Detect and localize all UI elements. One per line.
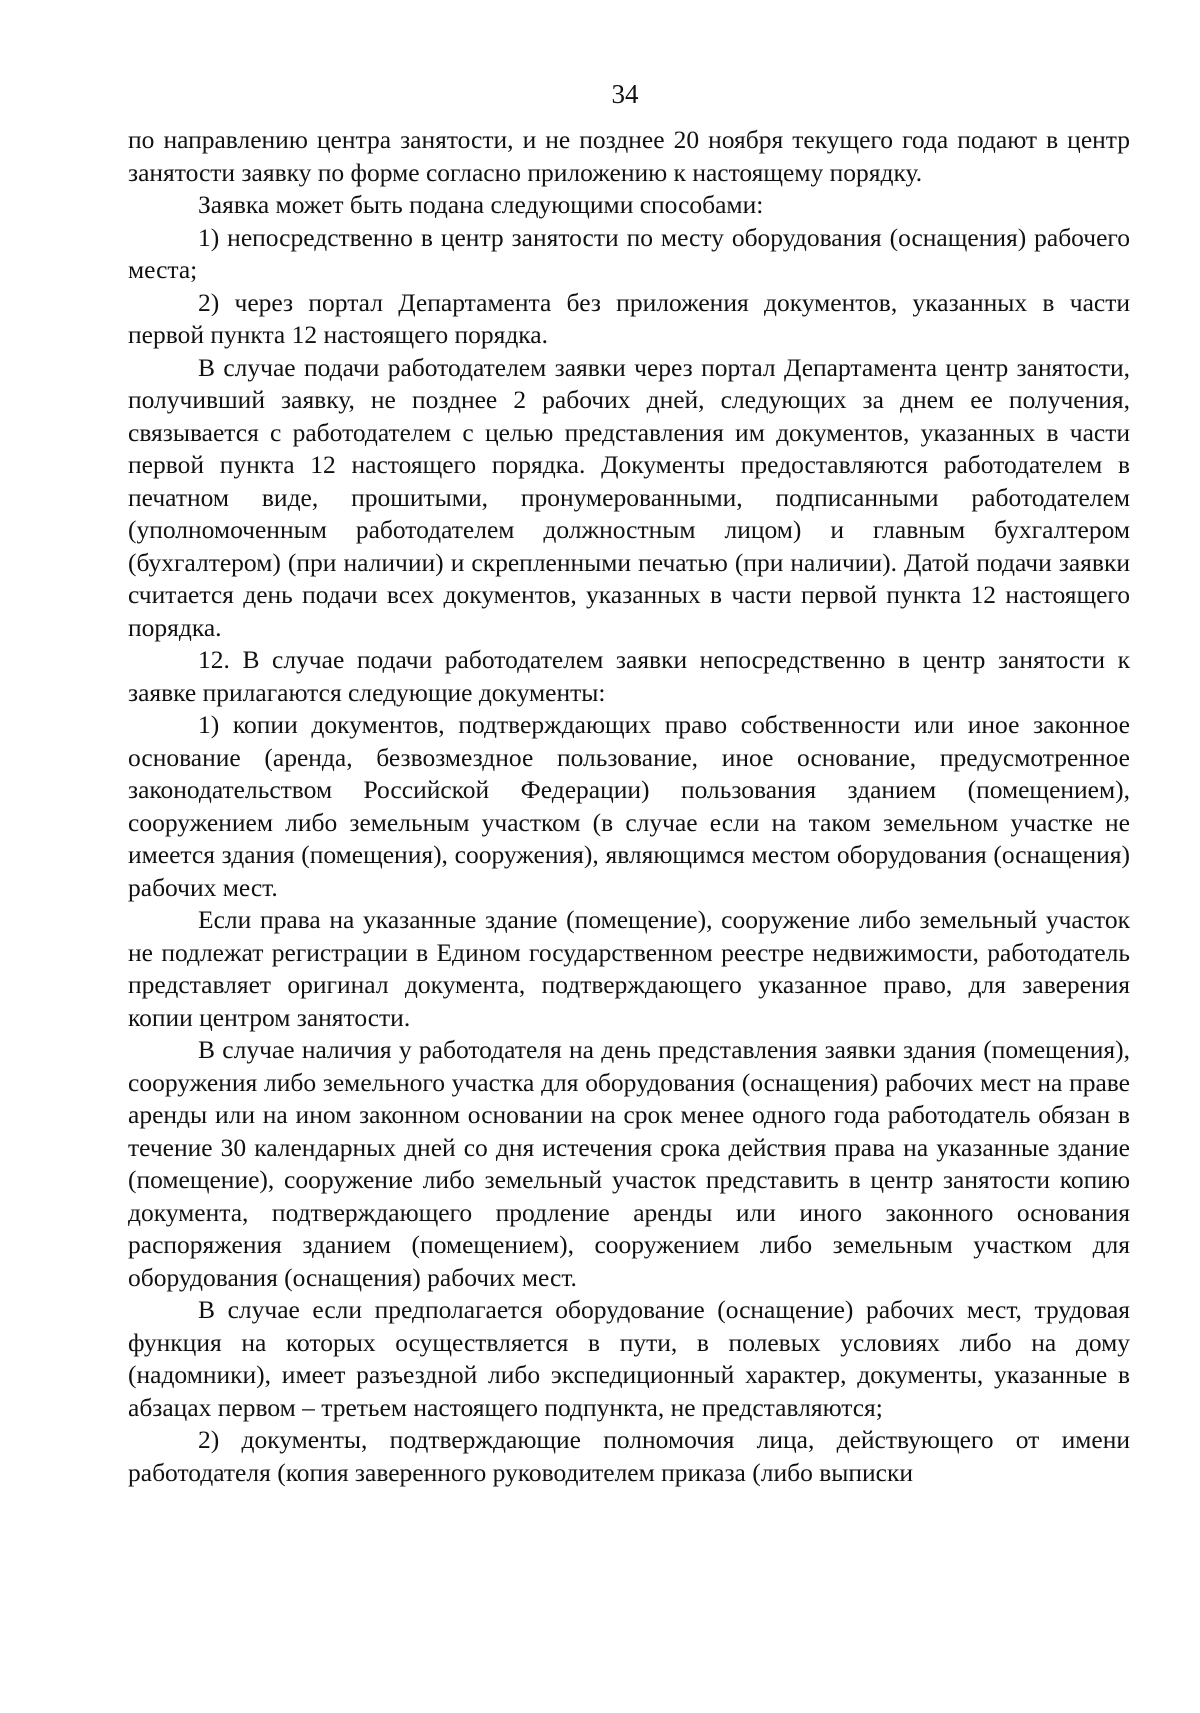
paragraph-continuation: по направлению центра занятости, и не позднее 20 ноября текущего года подают в центр занятости заявку по форме согласно приложению к настоящему порядку. — [128, 125, 1130, 187]
document-body — [128, 124, 1130, 1489]
list-item-authority-documents: 2) документы, подтверждающие полномочия лица, действующего от имени работодателя (копия заверенного руководителем приказа (либо выписки — [128, 1425, 1130, 1487]
paragraph-mobile-workplaces: В случае если предполагается оборудование (оснащение) рабочих мест, трудовая функция на которых осуществляется в пути, в полевых условиях либо на дому (надомники), имеет разъездной либо экспедиционный характер, документы, указанные в абзацах первом – третьем настоящего подпункта, не представляются; — [128, 1295, 1130, 1422]
paragraph-portal-procedure: В случае подачи работодателем заявки через портал Департамента центр занятости, получивший заявку, не позднее 2 рабочих дней, следующих за днем ее получения, связывается с работодателем с целью представления им документов, указанных в части первой пункта 12 настоящего порядка. Документы предоставляются работодателем в печатном виде, прошитыми, пронумерованными, подписанными работодателем (уполномоченным работодателем должностным лицом) и главным бухгалтером (бухгалтером) (при наличии) и скрепленными печатью (при наличии). Датой подачи заявки считается день подачи всех документов, указанных в части первой пункта 12 настоящего порядка. — [128, 352, 1130, 642]
paragraph-submission-methods: Заявка может быть подана следующими способами: — [198, 190, 764, 219]
list-item-direct-submission: 1) непосредственно в центр занятости по месту оборудования (оснащения) рабочего места; — [128, 222, 1130, 284]
paragraph-lease-renewal: В случае наличия у работодателя на день представления заявки здания (помещения), сооружения либо земельного участка для оборудования (оснащения) рабочих мест на праве аренды или на ином законном основании на срок менее одного года работодатель обязан в течение 30 календарных дней со дня истечения срока действия права на указанные здание (помещение), сооружение либо земельный участок представить в центр занятости копию документа, подтверждающего продление аренды или иного законного основания распоряжения зданием (помещением), сооружением либо земельным участком для оборудования (оснащения) рабочих мест. — [128, 1035, 1130, 1292]
paragraph-unregistered-rights: Если права на указанные здание (помещение), сооружение либо земельный участок не подлежат регистрации в Едином государственном реестре недвижимости, работодатель представляет оригинал документа, подтверждающего указанное право, для заверения копии центром занятости. — [128, 905, 1130, 1032]
page-number: 34 — [611, 79, 639, 109]
list-item-portal-submission: 2) через портал Департамента без приложения документов, указанных в части первой пункта 12 настоящего порядка. — [128, 287, 1130, 349]
list-item-ownership-documents: 1) копии документов, подтверждающих право собственности или иное законное основание (аренда, безвозмездное пользование, иное основание, предусмотренное законодательством Российской Федерации) пользования зданием (помещением), сооружением либо земельным участком (в случае если на таком земельном участке не имеется здания (помещения), сооружения), являющимся местом оборудования (оснащения) рабочих мест. — [128, 710, 1130, 902]
paragraph-section-12: 12. В случае подачи работодателем заявки непосредственно в центр занятости к заявке прилагаются следующие документы: — [128, 645, 1130, 707]
